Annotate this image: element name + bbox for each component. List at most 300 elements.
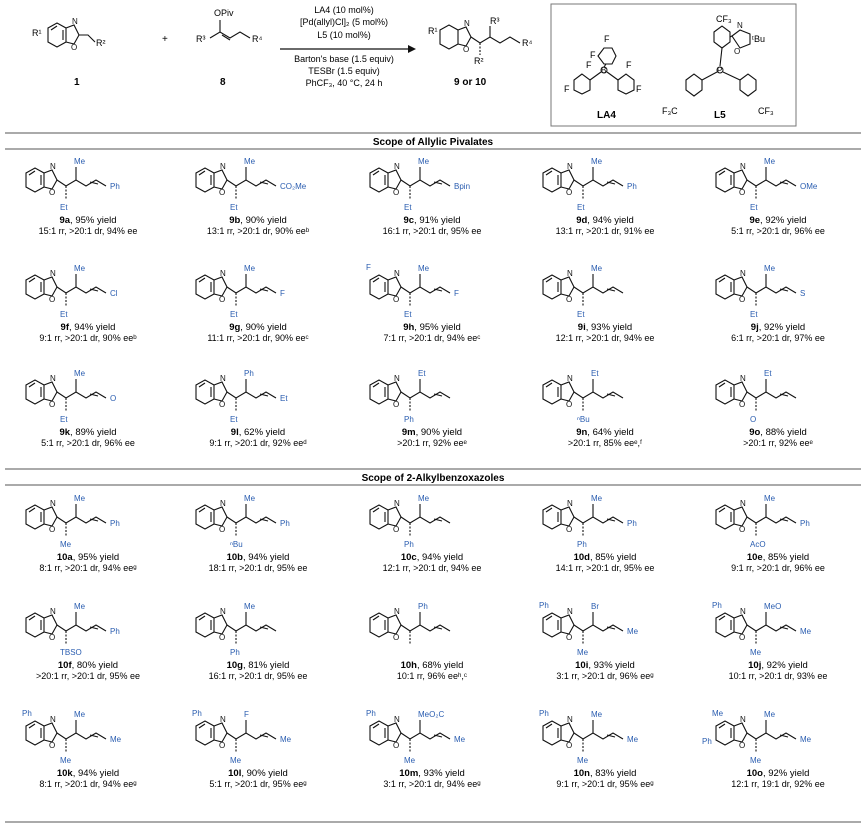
svg-text:N: N	[567, 269, 573, 278]
svg-text:O: O	[566, 741, 573, 750]
compound-id: 10a	[56, 552, 73, 563]
product-structure	[428, 16, 532, 66]
l5-structure	[662, 14, 774, 116]
compound-id: 9e	[749, 215, 761, 226]
substituent-label: Et	[750, 203, 758, 212]
compound-9c	[370, 157, 481, 236]
substituent-label: O	[110, 394, 117, 403]
reactant-8-label: 8	[220, 77, 226, 88]
compound-10k	[22, 709, 137, 789]
substituent-label: ⁿBu	[230, 540, 243, 549]
substituent-label: Et	[230, 415, 238, 424]
compound-id: 9j	[750, 322, 759, 333]
compound-structure	[366, 709, 466, 765]
svg-text:N: N	[394, 715, 400, 724]
substituent-label: Me	[764, 157, 776, 166]
substituent-label: Ph	[404, 540, 414, 549]
svg-text:N: N	[740, 607, 746, 616]
compound-yield: , 95% yield	[414, 322, 461, 333]
la4-atom-f3: F	[636, 84, 642, 94]
compound-selectivity: 10:1 rr, >20:1 dr, 93% ee	[728, 671, 828, 681]
svg-text:O: O	[739, 295, 746, 304]
r4-sub-label: R⁴	[252, 34, 263, 44]
substituent-label: Et	[404, 310, 412, 319]
svg-text:O: O	[49, 400, 56, 409]
substituent-label: Ph	[110, 627, 120, 636]
svg-text:N: N	[220, 269, 226, 278]
compound-yield-line	[574, 768, 637, 779]
compound-yield-line	[578, 322, 632, 333]
svg-text:O: O	[566, 400, 573, 409]
substituent-label: Et	[764, 369, 772, 378]
compound-yield-line	[228, 768, 288, 779]
compound-selectivity: 15:1 rr, >20:1 dr, 94% ee	[38, 226, 138, 236]
substituent-label: Et	[418, 369, 426, 378]
compound-yield: , 93% yield	[418, 768, 465, 779]
compound-selectivity: 13:1 rr, >20:1 dr, 90% eeᵇ	[206, 226, 310, 236]
compound-yield: , 93% yield	[588, 660, 635, 671]
substituent-label: Me	[110, 735, 122, 744]
compound-yield-line	[576, 427, 634, 438]
substituent-label: Me	[74, 369, 86, 378]
compound-structure	[543, 494, 637, 549]
substituent-label: Me	[591, 157, 603, 166]
substituent-label: Me	[280, 735, 292, 744]
compound-yield: , 81% yield	[242, 660, 290, 671]
compound-selectivity: 16:1 rr, >20:1 dr, 95% ee	[208, 671, 308, 681]
svg-text:O: O	[739, 188, 746, 197]
substituent-label: Me	[60, 756, 72, 765]
substituent-label: Me	[591, 264, 603, 273]
compound-id: 10d	[573, 552, 590, 563]
compound-id: 10m	[399, 768, 419, 779]
compound-id: 9g	[229, 322, 241, 333]
svg-text:B: B	[601, 66, 607, 75]
compound-9j	[716, 264, 825, 343]
compound-yield: , 90% yield	[415, 427, 463, 438]
compound-yield-line	[575, 660, 635, 671]
compound-9d	[543, 157, 654, 236]
substituent-label: Me	[591, 710, 603, 719]
compound-yield-line	[231, 427, 285, 438]
compound-structure	[539, 601, 639, 657]
svg-text:O: O	[219, 188, 226, 197]
compound-yield-line	[227, 552, 290, 563]
compound-structure	[192, 709, 292, 765]
compound-structure	[712, 601, 812, 657]
compound-yield: , 68% yield	[416, 660, 464, 671]
compound-10j	[712, 601, 827, 681]
substituent-label: Me	[627, 735, 639, 744]
compound-id: 9k	[59, 427, 71, 438]
compound-10c	[370, 494, 481, 573]
compound-id: 9h	[403, 322, 415, 333]
compound-yield-line	[399, 768, 465, 779]
l5-label: L5	[714, 110, 726, 121]
compound-yield: , 94% yield	[416, 552, 464, 563]
prod-r2: R²	[474, 56, 484, 66]
substituent-label: Et	[577, 203, 585, 212]
substituent-label: Ph	[577, 540, 587, 549]
compound-selectivity: 12:1 rr, >20:1 dr, 94% ee	[555, 333, 655, 343]
substituent-label: Ph	[110, 519, 120, 528]
compound-selectivity: 5:1 rr, >20:1 dr, 96% ee	[41, 438, 135, 448]
l5-atom-tbu: ᵗBu	[752, 34, 765, 44]
compound-id: 9n	[576, 427, 588, 438]
svg-text:O: O	[566, 295, 573, 304]
compound-selectivity: 9:1 rr, >20:1 dr, 96% ee	[731, 563, 825, 573]
compound-yield-line	[401, 660, 464, 671]
compound-structure	[716, 369, 796, 424]
svg-text:O: O	[393, 295, 400, 304]
svg-text:O: O	[393, 188, 400, 197]
compound-9k	[26, 369, 135, 448]
svg-text:N: N	[740, 162, 746, 171]
compound-selectivity: 8:1 rr, >20:1 dr, 94% eeᵍ	[39, 779, 137, 789]
compound-yield-line	[747, 552, 809, 563]
compound-selectivity: 6:1 rr, >20:1 dr, 97% ee	[731, 333, 825, 343]
compound-yield-line	[402, 427, 462, 438]
compound-yield: , 85% yield	[589, 552, 637, 563]
substituent-label: Me	[712, 709, 724, 718]
compound-structure	[539, 709, 639, 765]
compound-yield-line	[227, 660, 290, 671]
svg-text:N: N	[50, 715, 56, 724]
condition-2: [Pd(allyl)Cl]₂ (5 mol%)	[299, 17, 389, 27]
svg-text:N: N	[567, 499, 573, 508]
compound-yield: , 90% yield	[240, 322, 287, 333]
l5-atom-p: P	[717, 66, 723, 75]
substituent-label: Me	[764, 264, 776, 273]
svg-text:O: O	[219, 400, 226, 409]
la4-label: LA4	[597, 110, 616, 121]
substituent-label: Ph	[712, 601, 722, 610]
compound-id: 9d	[576, 215, 588, 226]
svg-text:O: O	[566, 525, 573, 534]
compound-id: 10f	[57, 660, 72, 671]
compound-10n	[539, 709, 654, 789]
substituent-label: Me	[591, 494, 603, 503]
la4-atom-f2: F	[564, 84, 570, 94]
svg-text:N: N	[567, 715, 573, 724]
svg-text:N: N	[567, 607, 573, 616]
substituent-label: Me	[74, 157, 86, 166]
compound-id: 9o	[749, 427, 761, 438]
compound-10d	[543, 494, 654, 573]
compound-selectivity: >20:1 rr, 92% eeᵉ	[743, 438, 813, 448]
substituent-label: OMe	[800, 182, 818, 191]
substituent-label: Ph	[539, 601, 549, 610]
product-label: 9 or 10	[454, 77, 487, 88]
la4-atom-f4: F	[590, 50, 596, 60]
reactant-8-structure	[196, 8, 262, 44]
compound-yield: , 64% yield	[587, 427, 634, 438]
svg-text:N: N	[220, 374, 226, 383]
svg-text:O: O	[739, 400, 746, 409]
substituent-label: Me	[627, 627, 639, 636]
compound-10b	[196, 494, 307, 573]
svg-text:N: N	[220, 162, 226, 171]
la4-atom-f5: F	[586, 60, 592, 70]
svg-text:N: N	[740, 499, 746, 508]
compound-yield: , 89% yield	[70, 427, 117, 438]
compound-9i	[543, 264, 654, 343]
substituent-label: Et	[230, 310, 238, 319]
substituent-label: Ph	[418, 602, 428, 611]
compound-structure	[196, 157, 307, 212]
compound-selectivity: 9:1 rr, >20:1 dr, 95% eeᵍ	[556, 779, 654, 789]
substituent-label: Me	[418, 494, 430, 503]
substituent-label: Et	[577, 310, 585, 319]
compound-selectivity: 5:1 rr, >20:1 dr, 96% ee	[731, 226, 825, 236]
substituent-label: Ph	[702, 737, 712, 746]
compound-yield: , 92% yield	[758, 322, 806, 333]
substituent-label: Me	[800, 627, 812, 636]
la4-atom-f1: F	[604, 34, 610, 44]
compound-yield-line	[59, 427, 116, 438]
compound-structure	[26, 494, 120, 549]
compound-yield-line	[749, 427, 807, 438]
compound-structure	[543, 157, 637, 212]
compound-yield-line	[229, 322, 287, 333]
substituent-label: Me	[454, 735, 466, 744]
svg-text:O: O	[49, 741, 56, 750]
compound-structure	[26, 157, 120, 212]
svg-text:O: O	[393, 400, 400, 409]
condition-4: Barton's base (1.5 equiv)	[294, 54, 394, 64]
compound-10h	[370, 602, 467, 681]
svg-text:N: N	[394, 162, 400, 171]
compound-yield-line	[57, 768, 119, 779]
compound-yield: , 83% yield	[589, 768, 637, 779]
l5-atom-cf3-top: CF₃	[716, 14, 732, 24]
plus-sign: +	[162, 34, 168, 45]
reactant-1-structure	[32, 17, 106, 52]
compound-selectivity: 7:1 rr, >20:1 dr, 94% eeᶜ	[383, 333, 481, 343]
compound-yield: , 80% yield	[71, 660, 119, 671]
reactant-1-label: 1	[74, 77, 80, 88]
compound-yield: , 62% yield	[238, 427, 286, 438]
svg-text:O: O	[49, 525, 56, 534]
compound-selectivity: 12:1 rr, >20:1 dr, 94% ee	[382, 563, 482, 573]
compound-10l	[192, 709, 307, 789]
compound-structure	[370, 369, 450, 424]
r1-sub-label: R¹	[32, 28, 42, 38]
reaction-header	[32, 4, 796, 126]
svg-text:O: O	[566, 633, 573, 642]
svg-text:N: N	[220, 499, 226, 508]
substituent-label: Ph	[539, 709, 549, 718]
opiv-label: OPiv	[214, 8, 234, 18]
compound-10a	[26, 494, 137, 573]
svg-text:O: O	[739, 633, 746, 642]
compound-yield: , 92% yield	[760, 215, 807, 226]
compound-structure	[196, 494, 290, 549]
substituent-label: Me	[577, 756, 589, 765]
compound-9l	[196, 369, 307, 448]
compound-yield-line	[57, 552, 119, 563]
svg-text:O: O	[393, 525, 400, 534]
svg-text:N: N	[50, 607, 56, 616]
l5-atom-f3c: F₃C	[662, 106, 678, 116]
compound-structure	[702, 709, 812, 765]
compound-structure	[22, 709, 122, 765]
compound-yield-line	[403, 215, 460, 226]
substituent-label: Et	[750, 310, 758, 319]
compound-id: 10e	[746, 552, 763, 563]
compound-structure	[196, 369, 288, 424]
svg-text:N: N	[394, 607, 400, 616]
compound-structure	[716, 157, 818, 212]
compound-yield-line	[229, 215, 287, 226]
compound-id: 10n	[573, 768, 590, 779]
compound-yield: , 94% yield	[68, 322, 116, 333]
compound-selectivity: 11:1 rr, >20:1 dr, 90% eeᶜ	[207, 333, 309, 343]
substituent-label: Me	[74, 602, 86, 611]
compound-yield: , 91% yield	[414, 215, 461, 226]
compound-yield: , 94% yield	[587, 215, 634, 226]
compound-structure	[26, 369, 116, 424]
l5-atom-cf3-right: CF₃	[758, 106, 774, 116]
compound-9n	[543, 369, 642, 448]
substituent-label: O	[750, 415, 757, 424]
svg-text:O: O	[71, 43, 78, 52]
substituent-label: Me	[418, 157, 430, 166]
compound-structure	[543, 369, 623, 424]
r3-sub-label: R³	[196, 34, 206, 44]
compound-yield-line	[747, 768, 810, 779]
substituent-label: Me	[244, 602, 256, 611]
compound-yield: , 95% yield	[70, 215, 117, 226]
compound-9b	[196, 157, 310, 236]
l5-atom-n: N	[737, 21, 743, 30]
compound-yield: , 92% yield	[762, 768, 810, 779]
substituent-label: Et	[230, 203, 238, 212]
substituent-label: Ph	[627, 182, 637, 191]
svg-text:N: N	[220, 715, 226, 724]
compound-selectivity: 5:1 rr, >20:1 dr, 95% eeᵍ	[209, 779, 307, 789]
substituent-label: Ph	[280, 519, 290, 528]
compound-structure	[366, 263, 459, 319]
substituent-label: Me	[74, 264, 86, 273]
la4-structure	[564, 34, 642, 94]
substituent-label: Et	[591, 369, 599, 378]
compound-10m	[366, 709, 481, 789]
substituent-label: Ph	[366, 709, 376, 718]
compound-structure	[26, 264, 118, 319]
compound-9e	[716, 157, 825, 236]
svg-text:N: N	[740, 374, 746, 383]
substituent-label: Bpin	[454, 182, 471, 191]
compound-selectivity: 14:1 rr, >20:1 dr, 95% ee	[555, 563, 655, 573]
compound-9a	[26, 157, 137, 236]
compound-10f	[26, 602, 140, 681]
compound-yield: , 92% yield	[761, 660, 808, 671]
compound-yield-line	[574, 552, 637, 563]
svg-text:O: O	[49, 633, 56, 642]
compound-yield: , 90% yield	[241, 768, 288, 779]
svg-text:O: O	[49, 295, 56, 304]
compound-selectivity: 3:1 rr, >20:1 dr, 94% eeᵍ	[383, 779, 481, 789]
compound-selectivity: 9:1 rr, >20:1 dr, 92% eeᵈ	[209, 438, 307, 448]
substituent-label: ⁿBu	[577, 415, 590, 424]
compound-id: 10k	[56, 768, 73, 779]
compound-selectivity: 12:1 rr, 19:1 dr, 92% ee	[731, 779, 825, 789]
svg-text:N: N	[394, 499, 400, 508]
compound-id: 9l	[230, 427, 239, 438]
substituent-label: Me	[244, 264, 256, 273]
substituent-label: Et	[60, 415, 68, 424]
substituent-label: Ph	[192, 709, 202, 718]
substituent-label: Et	[60, 203, 68, 212]
compound-structure	[543, 264, 623, 319]
svg-text:O: O	[393, 741, 400, 750]
condition-1: LA4 (10 mol%)	[314, 5, 374, 15]
svg-text:N: N	[50, 162, 56, 171]
compound-9o	[716, 369, 813, 448]
condition-3: L5 (10 mol%)	[317, 30, 371, 40]
svg-text:N: N	[50, 374, 56, 383]
section-1-title: Scope of Allylic Pivalates	[372, 137, 494, 148]
compound-yield: , 90% yield	[240, 215, 287, 226]
substituent-label: F	[280, 289, 285, 298]
svg-text:N: N	[464, 19, 470, 28]
compound-yield-line	[748, 660, 808, 671]
substituent-label: Me	[74, 494, 86, 503]
compound-id: 10c	[400, 552, 417, 563]
compound-yield: , 94% yield	[242, 552, 290, 563]
substituent-label: Me	[764, 494, 776, 503]
compound-id: 9a	[59, 215, 71, 226]
compound-selectivity: >20:1 rr, 92% eeᵉ	[397, 438, 467, 448]
compound-selectivity: >20:1 rr, >20:1 dr, 95% ee	[35, 671, 141, 681]
compound-9f	[26, 264, 137, 343]
svg-text:O: O	[219, 633, 226, 642]
svg-text:N: N	[394, 269, 400, 278]
condition-6: PhCF₃, 40 °C, 24 h	[305, 78, 383, 88]
l5-atom-o: O	[734, 47, 741, 56]
compound-9g	[196, 264, 309, 343]
compound-yield-line	[403, 322, 461, 333]
substituent-label: Ph	[244, 369, 254, 378]
substituent-label: Ph	[22, 709, 32, 718]
compound-structure	[196, 602, 276, 657]
substituent-label: Me	[60, 540, 72, 549]
substituent-label: Me	[404, 756, 416, 765]
svg-text:N: N	[50, 499, 56, 508]
compound-yield-line	[401, 552, 463, 563]
compound-id: 9f	[60, 322, 69, 333]
substituent-label: Me	[800, 735, 812, 744]
compound-structure	[370, 157, 470, 212]
svg-text:O: O	[219, 525, 226, 534]
compound-9h	[366, 263, 481, 343]
compound-id: 10b	[226, 552, 243, 563]
compound-yield: , 85% yield	[762, 552, 810, 563]
la4-atom-f6: F	[626, 60, 632, 70]
substituent-label: Cl	[110, 289, 118, 298]
substituent-label: Me	[418, 264, 430, 273]
compound-10i	[539, 601, 654, 681]
substituent-label: Br	[591, 602, 599, 611]
condition-5: TESBr (1.5 equiv)	[308, 66, 380, 76]
substituent-label: F	[366, 263, 371, 272]
substituent-label: Me	[577, 648, 589, 657]
substituent-label: Et	[404, 203, 412, 212]
compound-structure	[26, 602, 120, 657]
r2-sub-label: R²	[96, 38, 106, 48]
compound-structure	[196, 264, 285, 319]
